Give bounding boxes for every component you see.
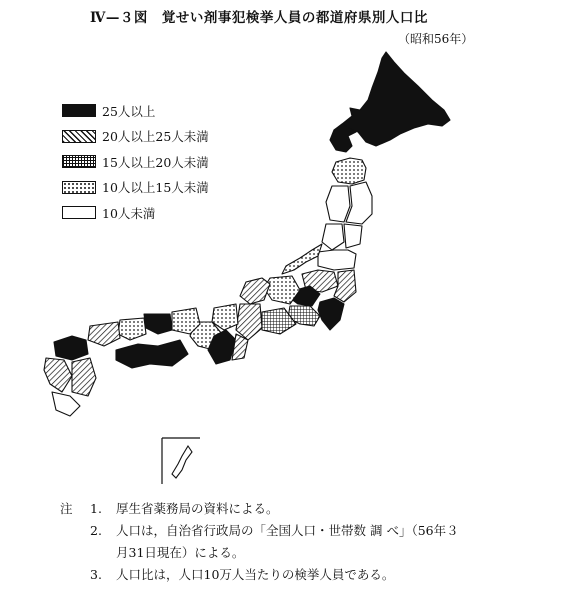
region-chiba — [318, 298, 344, 330]
legend-label: 10人以上15人未満 — [102, 180, 209, 196]
figure-subtitle: （昭和56年） — [398, 32, 474, 46]
region-shimane — [144, 314, 172, 334]
note-number: 2. — [90, 523, 102, 538]
legend-label: 25人以上 — [102, 103, 156, 119]
legend-label: 10人未満 — [102, 205, 156, 221]
note-item — [60, 564, 459, 586]
region-miyagi — [344, 224, 362, 248]
note-text: 人口は，自治省行政局の「全国人口・世帯数 調 べ」（56年３ — [116, 523, 459, 538]
region-kagoshima — [52, 392, 80, 416]
note-text: 厚生省薬務局の資料による。 — [116, 501, 279, 516]
region-shikoku — [116, 340, 188, 368]
region-hokuriku — [240, 278, 270, 304]
region-chubu — [236, 304, 262, 340]
region-fukushima — [318, 250, 356, 270]
note-text-continued: 月31日現在）による。 — [116, 545, 245, 560]
region-aomori — [332, 158, 366, 184]
note-item — [60, 498, 459, 520]
legend-label: 15人以上20人未満 — [102, 154, 209, 170]
region-yamagata — [322, 224, 344, 250]
note-number: 1. — [90, 501, 102, 516]
legend-label: 20人以上25人未満 — [102, 129, 209, 145]
note-item — [60, 520, 459, 542]
region-niigata — [282, 244, 322, 274]
note-number: 3. — [90, 567, 102, 582]
note-lead: 注 — [60, 501, 73, 516]
notes — [60, 498, 459, 586]
region-akita — [326, 186, 350, 222]
region-kyushu-west — [44, 358, 72, 392]
region-kyushu-north — [54, 336, 88, 360]
region-kyushu-east — [72, 358, 96, 396]
region-hokkaido — [342, 52, 450, 146]
figure-title: Ⅳ—３図 覚せい剤事犯検挙人員の都道府県別人口比 — [90, 10, 428, 26]
region-okinawa — [172, 446, 192, 478]
region-hiroshima — [118, 318, 146, 340]
region-yamaguchi — [88, 322, 120, 346]
note-text: 人口比は，人口10万人当たりの検挙人員である。 — [116, 567, 395, 582]
okinawa-inset — [162, 438, 200, 484]
